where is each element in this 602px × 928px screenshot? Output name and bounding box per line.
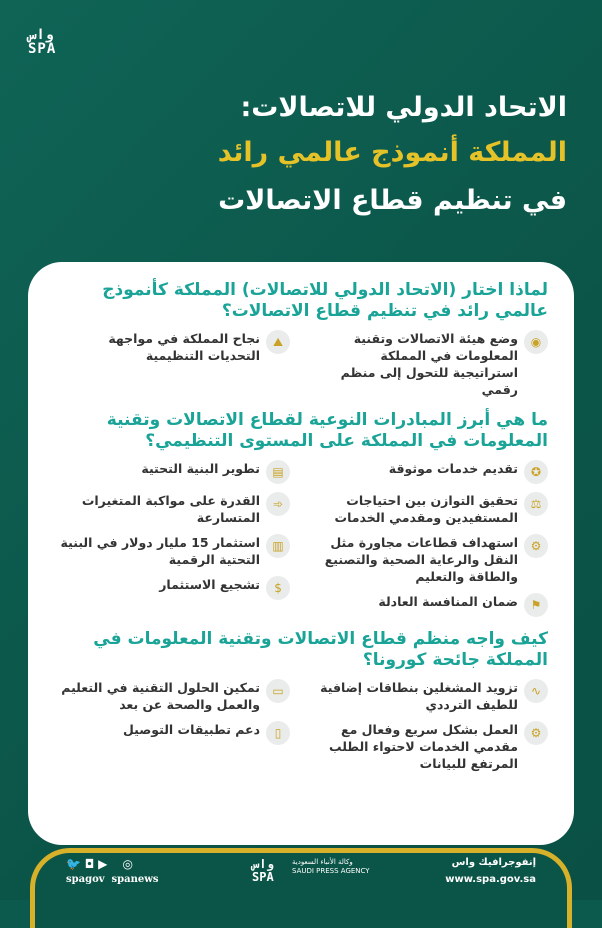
list-item: ▭ تمكين الحلول التقنية في التعليم والعمل والصحة عن بعد [54, 679, 290, 713]
list-item: ▯ دعم تطبيقات التوصيل [54, 721, 290, 745]
delivery-app-icon: ▯ [266, 721, 290, 745]
arrow-coin-icon: ➾ [266, 492, 290, 516]
content-card [28, 262, 574, 845]
list-item: ✪ تقديم خدمات موثوقة [312, 460, 548, 484]
section-heading: ما هي أبرز المبادرات النوعية لقطاع الاتصالات وتقنية المعلومات في المملكة على المستوى التنظيمي؟ [106, 410, 548, 451]
spectrum-icon: ∿ [524, 679, 548, 703]
list-item: ▤ تطوير البنية التحتية [54, 460, 290, 484]
spa-footer-logo: واس SPA [252, 857, 274, 884]
list-item: ⚙ العمل بشكل سريع وفعال مع مقدمي الخدمات لاحتواء الطلب المرتفع للبيانات [312, 721, 548, 772]
infographic-credit: إنفوجرافيك واس [451, 857, 536, 868]
section-why [54, 280, 548, 398]
flag-people-icon: ⚑ [524, 593, 548, 617]
bar-chart-icon: ▥ [266, 534, 290, 558]
balance-scale-icon: ⚖ [524, 492, 548, 516]
title-line-1: الاتحاد الدولي للاتصالات: [240, 92, 567, 123]
title-line-3: في تنظيم قطاع الاتصالات [218, 185, 567, 216]
list-item: ⚑ ضمان المنافسة العادلة [312, 593, 548, 617]
title-line-2: المملكة أنموذج عالمي رائد [217, 137, 567, 168]
list-item: ⚙ استهداف قطاعات مجاورة مثل النقل والرعاية الصحية والتصنيع والطاقة والتعليم [312, 534, 548, 585]
list-item: ⚖ تحقيق التوازن بين احتياجات المستفيدين ومقدمي الخدمات [312, 492, 548, 526]
mountain-flag-icon: ⛰ [266, 330, 290, 354]
list-item: ◉ وضع هيئة الاتصالات وتقنية المعلومات في المملكة استراتيجية للتحول إلى منظم رقمي [312, 330, 548, 398]
list-item: $ تشجيع الاستثمار [54, 576, 290, 600]
spa-logo: واس SPA [28, 27, 57, 57]
agency-name: وكالة الأنباء السعودية SAUDI PRESS AGENCY [292, 858, 370, 875]
citc-logo-icon: ◉ [524, 330, 548, 354]
social-icons: 🐦 ◘ ▶ ◎ [66, 857, 134, 871]
website-link[interactable]: www.spa.gov.sa [445, 874, 536, 885]
social-handles: spagov spanews [66, 874, 159, 885]
list-item: ▥ استثمار 15 مليار دولار في البنية التحتية الرقمية [54, 534, 290, 568]
list-item: ⛰ نجاح المملكة في مواجهة التحديات التنظيمية [54, 330, 290, 364]
money-hand-icon: $ [266, 576, 290, 600]
section-initiatives [54, 410, 548, 617]
section-covid [54, 629, 548, 772]
network-gear-icon: ⚙ [524, 721, 548, 745]
server-icon: ▤ [266, 460, 290, 484]
gear-person-icon: ⚙ [524, 534, 548, 558]
list-item: ∿ تزويد المشغلين بنطاقات إضافية للطيف الترددي [312, 679, 548, 713]
remote-work-icon: ▭ [266, 679, 290, 703]
section-heading: كيف واجه منظم قطاع الاتصالات وتقنية المعلومات في المملكة جائحة كورونا؟ [93, 629, 548, 670]
section-heading: لماذا اختار (الاتحاد الدولي للاتصالات) المملكة كأنموذج عالمي رائد في تنظيم قطاع الاتصالات؟ [102, 280, 548, 321]
list-item: ➾ القدرة على مواكبة المتغيرات المتسارعة [54, 492, 290, 526]
medal-icon: ✪ [524, 460, 548, 484]
